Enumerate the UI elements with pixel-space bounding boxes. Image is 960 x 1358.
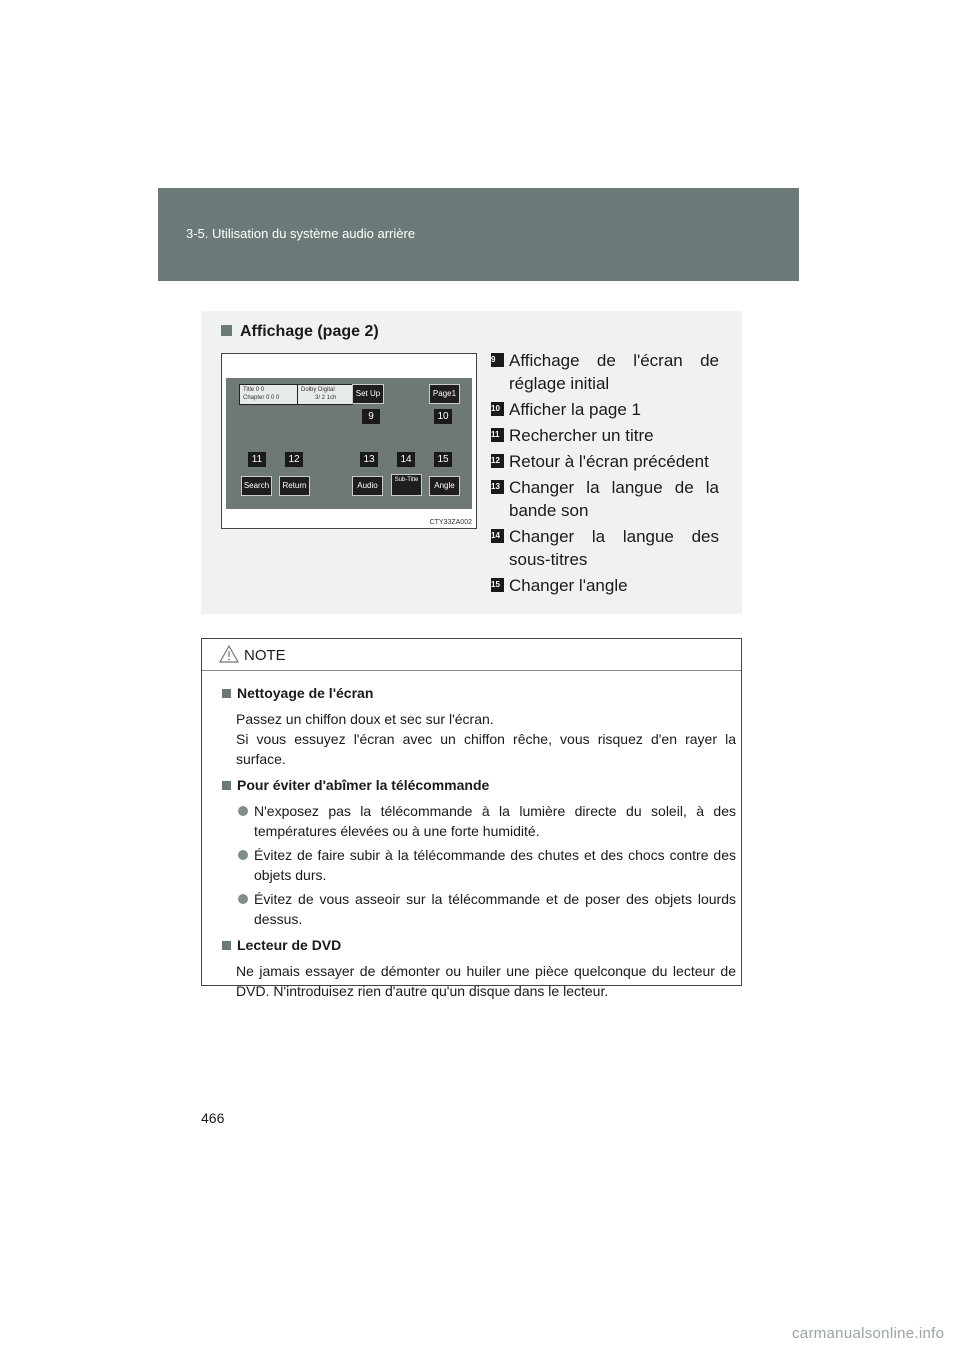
audio-format-info	[297, 384, 353, 405]
section-header-bar	[158, 188, 799, 281]
legend-text: Afficher la page 1	[509, 400, 641, 419]
note-paragraph: Ne jamais essayer de démonter ou huiler une pièce quelconque du lecteur de DVD. N'introduisez rien d'autre qu'un disque dans le lecteur.	[236, 963, 736, 999]
section-title: 3-5. Utilisation du système audio arrière	[186, 226, 416, 241]
legend-item	[491, 349, 719, 395]
note-box	[201, 638, 742, 999]
page1-button[interactable]: Page1	[429, 384, 460, 404]
page-number: 466	[201, 1110, 225, 1126]
square-bullet-icon	[222, 941, 231, 950]
audio-button[interactable]: Audio	[352, 476, 383, 496]
note-heading-text: Lecteur de DVD	[237, 937, 342, 953]
callout-10: 10	[434, 409, 452, 424]
legend-number: 11	[491, 428, 504, 442]
screen-illustration	[221, 353, 477, 529]
note-header	[202, 639, 741, 671]
square-bullet-icon	[222, 689, 231, 698]
legend-item	[491, 525, 719, 571]
note-bullet	[222, 845, 736, 885]
title-info-line: Title 0 0	[243, 387, 265, 393]
callout-14: 14	[397, 452, 415, 467]
note-heading-text: Nettoyage de l'écran	[237, 685, 374, 701]
display-heading-text: Affichage (page 2)	[240, 323, 379, 340]
legend-number: 14	[491, 529, 504, 543]
square-bullet-icon	[221, 325, 232, 336]
setup-button[interactable]: Set Up	[352, 384, 384, 404]
note-bullet-text: Évitez de faire subir à la télécommande des chutes et des chocs contre des objets durs.	[254, 847, 736, 883]
legend-number: 9	[491, 353, 504, 367]
round-bullet-icon	[238, 894, 248, 904]
legend-number: 12	[491, 454, 504, 468]
callout-15: 15	[434, 452, 452, 467]
round-bullet-icon	[238, 850, 248, 860]
square-bullet-icon	[222, 781, 231, 790]
callout-13: 13	[360, 452, 378, 467]
round-bullet-icon	[238, 806, 248, 816]
legend-number: 15	[491, 578, 504, 592]
note-heading-cleaning	[222, 683, 736, 703]
return-button[interactable]: Return	[279, 476, 310, 496]
legend-text: Rechercher un titre	[509, 426, 654, 445]
figure-code: CTY33ZA002	[429, 519, 472, 526]
watermark: carmanualsonline.info	[792, 1325, 945, 1342]
callout-11: 11	[248, 452, 266, 467]
legend-text: Retour à l'écran précédent	[509, 452, 709, 471]
subtitle-button[interactable]: Sub-Title	[391, 474, 422, 496]
legend-item	[491, 450, 719, 473]
chapter-info-line: Chapter 0 0 0	[243, 395, 280, 401]
legend-text: Changer l'angle	[509, 576, 628, 595]
note-heading-dvd	[222, 935, 736, 955]
angle-button[interactable]: Angle	[429, 476, 460, 496]
display-page2-panel	[201, 311, 742, 614]
legend-text: Changer la langue des sous-titres	[509, 527, 719, 569]
callout-12: 12	[285, 452, 303, 467]
note-heading-remote	[222, 775, 736, 795]
legend-number: 13	[491, 480, 504, 494]
legend-text: Changer la langue de la bande son	[509, 478, 719, 520]
legend-item	[491, 424, 719, 447]
screen-display	[226, 378, 472, 509]
note-bullet	[222, 801, 736, 841]
note-bullet-text: N'exposez pas la télécommande à la lumière directe du soleil, à des températures élevées ou à une forte humidité.	[254, 803, 736, 839]
title-chapter-info	[239, 384, 299, 405]
legend-item	[491, 574, 719, 597]
search-button[interactable]: Search	[241, 476, 272, 496]
display-heading	[221, 323, 379, 341]
warning-triangle-icon	[219, 645, 239, 663]
note-bullet-text: Évitez de vous asseoir sur la télécommande et de poser des objets lourds dessus.	[254, 891, 736, 927]
legend-item	[491, 398, 719, 421]
note-body	[222, 683, 736, 1005]
callout-9: 9	[362, 409, 380, 424]
note-bullet	[222, 889, 736, 929]
legend-number: 10	[491, 402, 504, 416]
legend-text: Affichage de l'écran de réglage initial	[509, 351, 719, 393]
note-heading-text: Pour éviter d'abîmer la télécommande	[237, 777, 490, 793]
audio-channels-line: 3/ 2 1ch	[315, 395, 337, 401]
note-paragraph: Si vous essuyez l'écran avec un chiffon rêche, vous risquez d'en rayer la surface.	[236, 731, 736, 767]
legend-item	[491, 476, 719, 522]
note-label: NOTE	[244, 647, 286, 664]
legend-list	[491, 349, 719, 600]
audio-format-line: Dolby Digital	[301, 387, 335, 393]
note-paragraph: Passez un chiffon doux et sec sur l'écran.	[236, 711, 494, 727]
